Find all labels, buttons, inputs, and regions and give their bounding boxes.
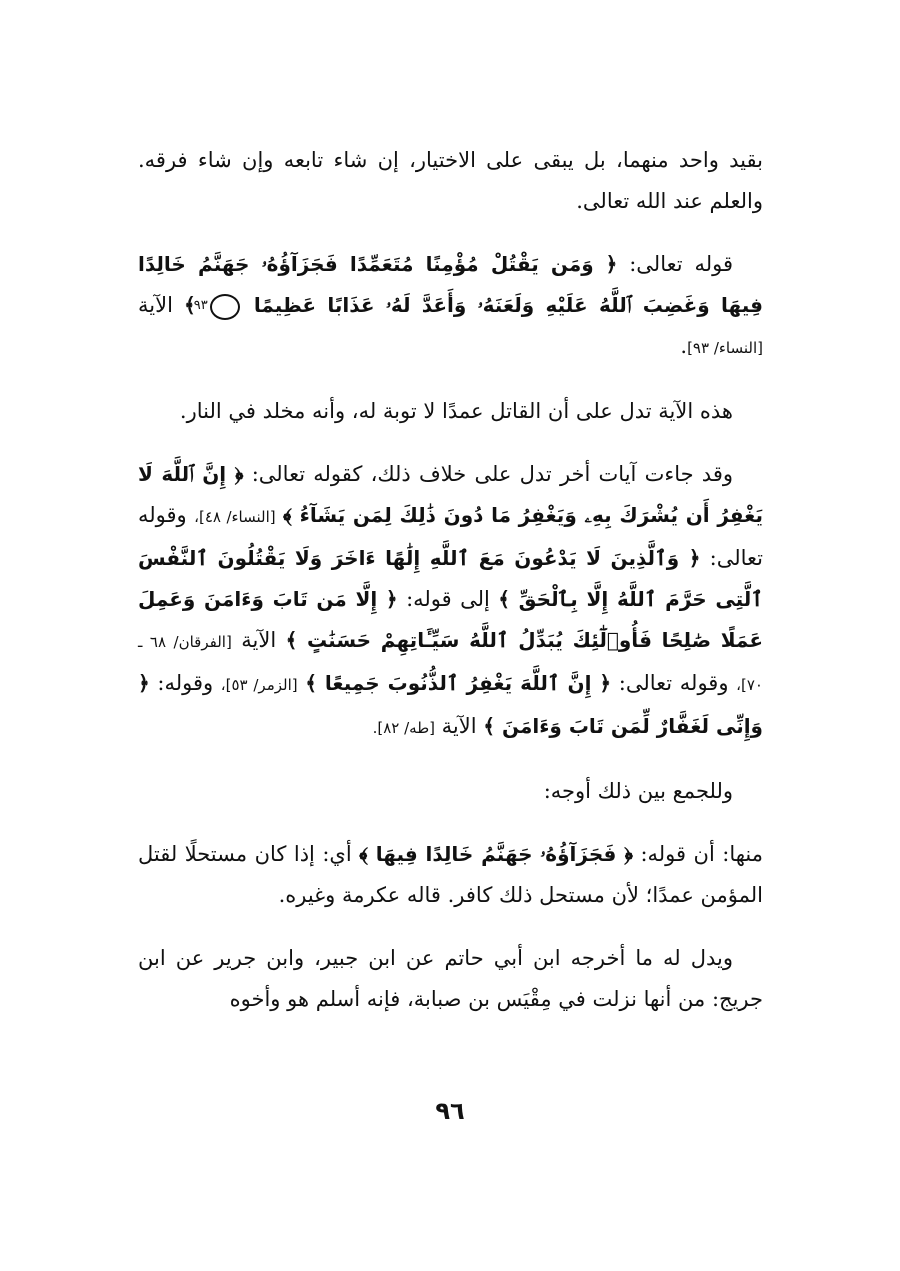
paragraph-5: وللجمع بين ذلك أوجه:: [543, 779, 733, 803]
quran-verse-furqan-70: ﴿ إِلَّا مَن تَابَ وَءَامَنَ وَعَمِلَ عَمَلًا صَٰلِحًا فَأُو۟لَٰٓئِكَ يُبَدِّلُ ٱللَّهُ سَيِّـَٔاتِهِمْ حَسَنَٰتٍ ﴾: [138, 587, 763, 652]
paragraph-other-verses: [138, 454, 763, 749]
paragraph-3: هذه الآية تدل على أن القاتل عمدًا لا توبة له، وأنه مخلد في النار.: [179, 399, 733, 423]
tail-text: الآية: [138, 293, 173, 317]
quran-verse-taha-82: ﴿ وَإِنِّى لَغَفَّارٌ لِّمَن تَابَ وَءَامَنَ ﴾: [138, 671, 763, 738]
reference-nisa-48: [النساء/ ٤٨]،: [194, 508, 276, 526]
connector-text: وقوله تعالى:: [138, 503, 763, 570]
lead-text: منها: أن قوله:: [640, 842, 763, 866]
lead-text: وقد جاءت آيات أخر تدل على خلاف ذلك، كقوله تعالى:: [251, 462, 733, 486]
paragraph-1: بقيد واحد منهما، بل يبقى على الاختيار، إن شاء تابعه وإن شاء فرقه. والعلم عند الله تعالى.: [138, 148, 763, 213]
connector-text: وقوله تعالى:: [618, 671, 729, 695]
page-number: ٩٦: [435, 1097, 465, 1125]
quran-verse-nisa-48: ﴿ إِنَّ ٱللَّهَ لَا يَغْفِرُ أَن يُشْرَكَ بِهِۦ وَيَغْفِرُ مَا دُونَ ذَٰلِكَ لِمَن يَشَآءُ ﴾: [138, 462, 763, 527]
connector-text: إلى قوله:: [406, 587, 490, 611]
verse-reference: [النساء/ ٩٣]: [687, 339, 763, 357]
quran-close-bracket: ﴾: [183, 293, 196, 317]
reference-furqan: [الفرقان/ ٦٨ ـ ٧٠]،: [138, 633, 763, 694]
reference-zumar: [الزمر/ ٥٣]،: [220, 676, 298, 694]
quran-open-bracket: ﴿: [605, 252, 618, 276]
paragraph-verse-nisa-93: [138, 244, 763, 369]
connector-text: الآية: [241, 628, 277, 652]
ayah-number-marker: ٩٣: [210, 294, 240, 320]
quran-verse: وَمَن يَقْتُلْ مُؤْمِنًا مُتَعَمِّدًا فَجَزَآؤُهُۥ جَهَنَّمُ خَالِدًا فِيهَا وَغَضِبَ ٱللَّهُ عَلَيْهِ وَلَعَنَهُۥ وَأَعَدَّ لَهُۥ عَذَابًا عَظِيمًا: [138, 252, 763, 317]
page-body: [138, 140, 763, 1042]
quran-verse-zumar-53: ﴿ إِنَّ ٱللَّهَ يَغْفِرُ ٱلذُّنُوبَ جَمِيعًا ﴾: [305, 671, 612, 695]
reference-taha: [طه/ ٨٢].: [372, 719, 435, 737]
connector-text: وقوله:: [157, 671, 214, 695]
end-punct: .: [680, 334, 688, 358]
connector-text: الآية: [441, 714, 477, 738]
paragraph-7: ويدل له ما أخرجه ابن أبي حاتم عن ابن جبير، وابن جرير عن ابن جريج: من أنها نزلت في مِقْيَس بن صبابة، فإنه أسلم هو وأخوه: [138, 946, 763, 1011]
quran-verse-excerpt: ﴿ فَجَزَآؤُهُۥ جَهَنَّمُ خَالِدًا فِيهَا ﴾: [359, 842, 633, 866]
tail-text: أي: إذا كان مستحلًا لقتل المؤمن عمدًا؛ لأن مستحل ذلك كافر. قاله عكرمة وغيره.: [138, 842, 763, 907]
paragraph-6: [138, 834, 763, 916]
quran-verse-furqan-68: ﴿ وَٱلَّذِينَ لَا يَدْعُونَ مَعَ ٱللَّهِ إِلَٰهًا ءَاخَرَ وَلَا يَقْتُلُونَ ٱلنَّفْسَ ٱلَّتِى حَرَّمَ ٱللَّهُ إِلَّا بِٱلْحَقِّ ﴾: [138, 546, 763, 611]
lead-text: قوله تعالى:: [629, 252, 733, 276]
